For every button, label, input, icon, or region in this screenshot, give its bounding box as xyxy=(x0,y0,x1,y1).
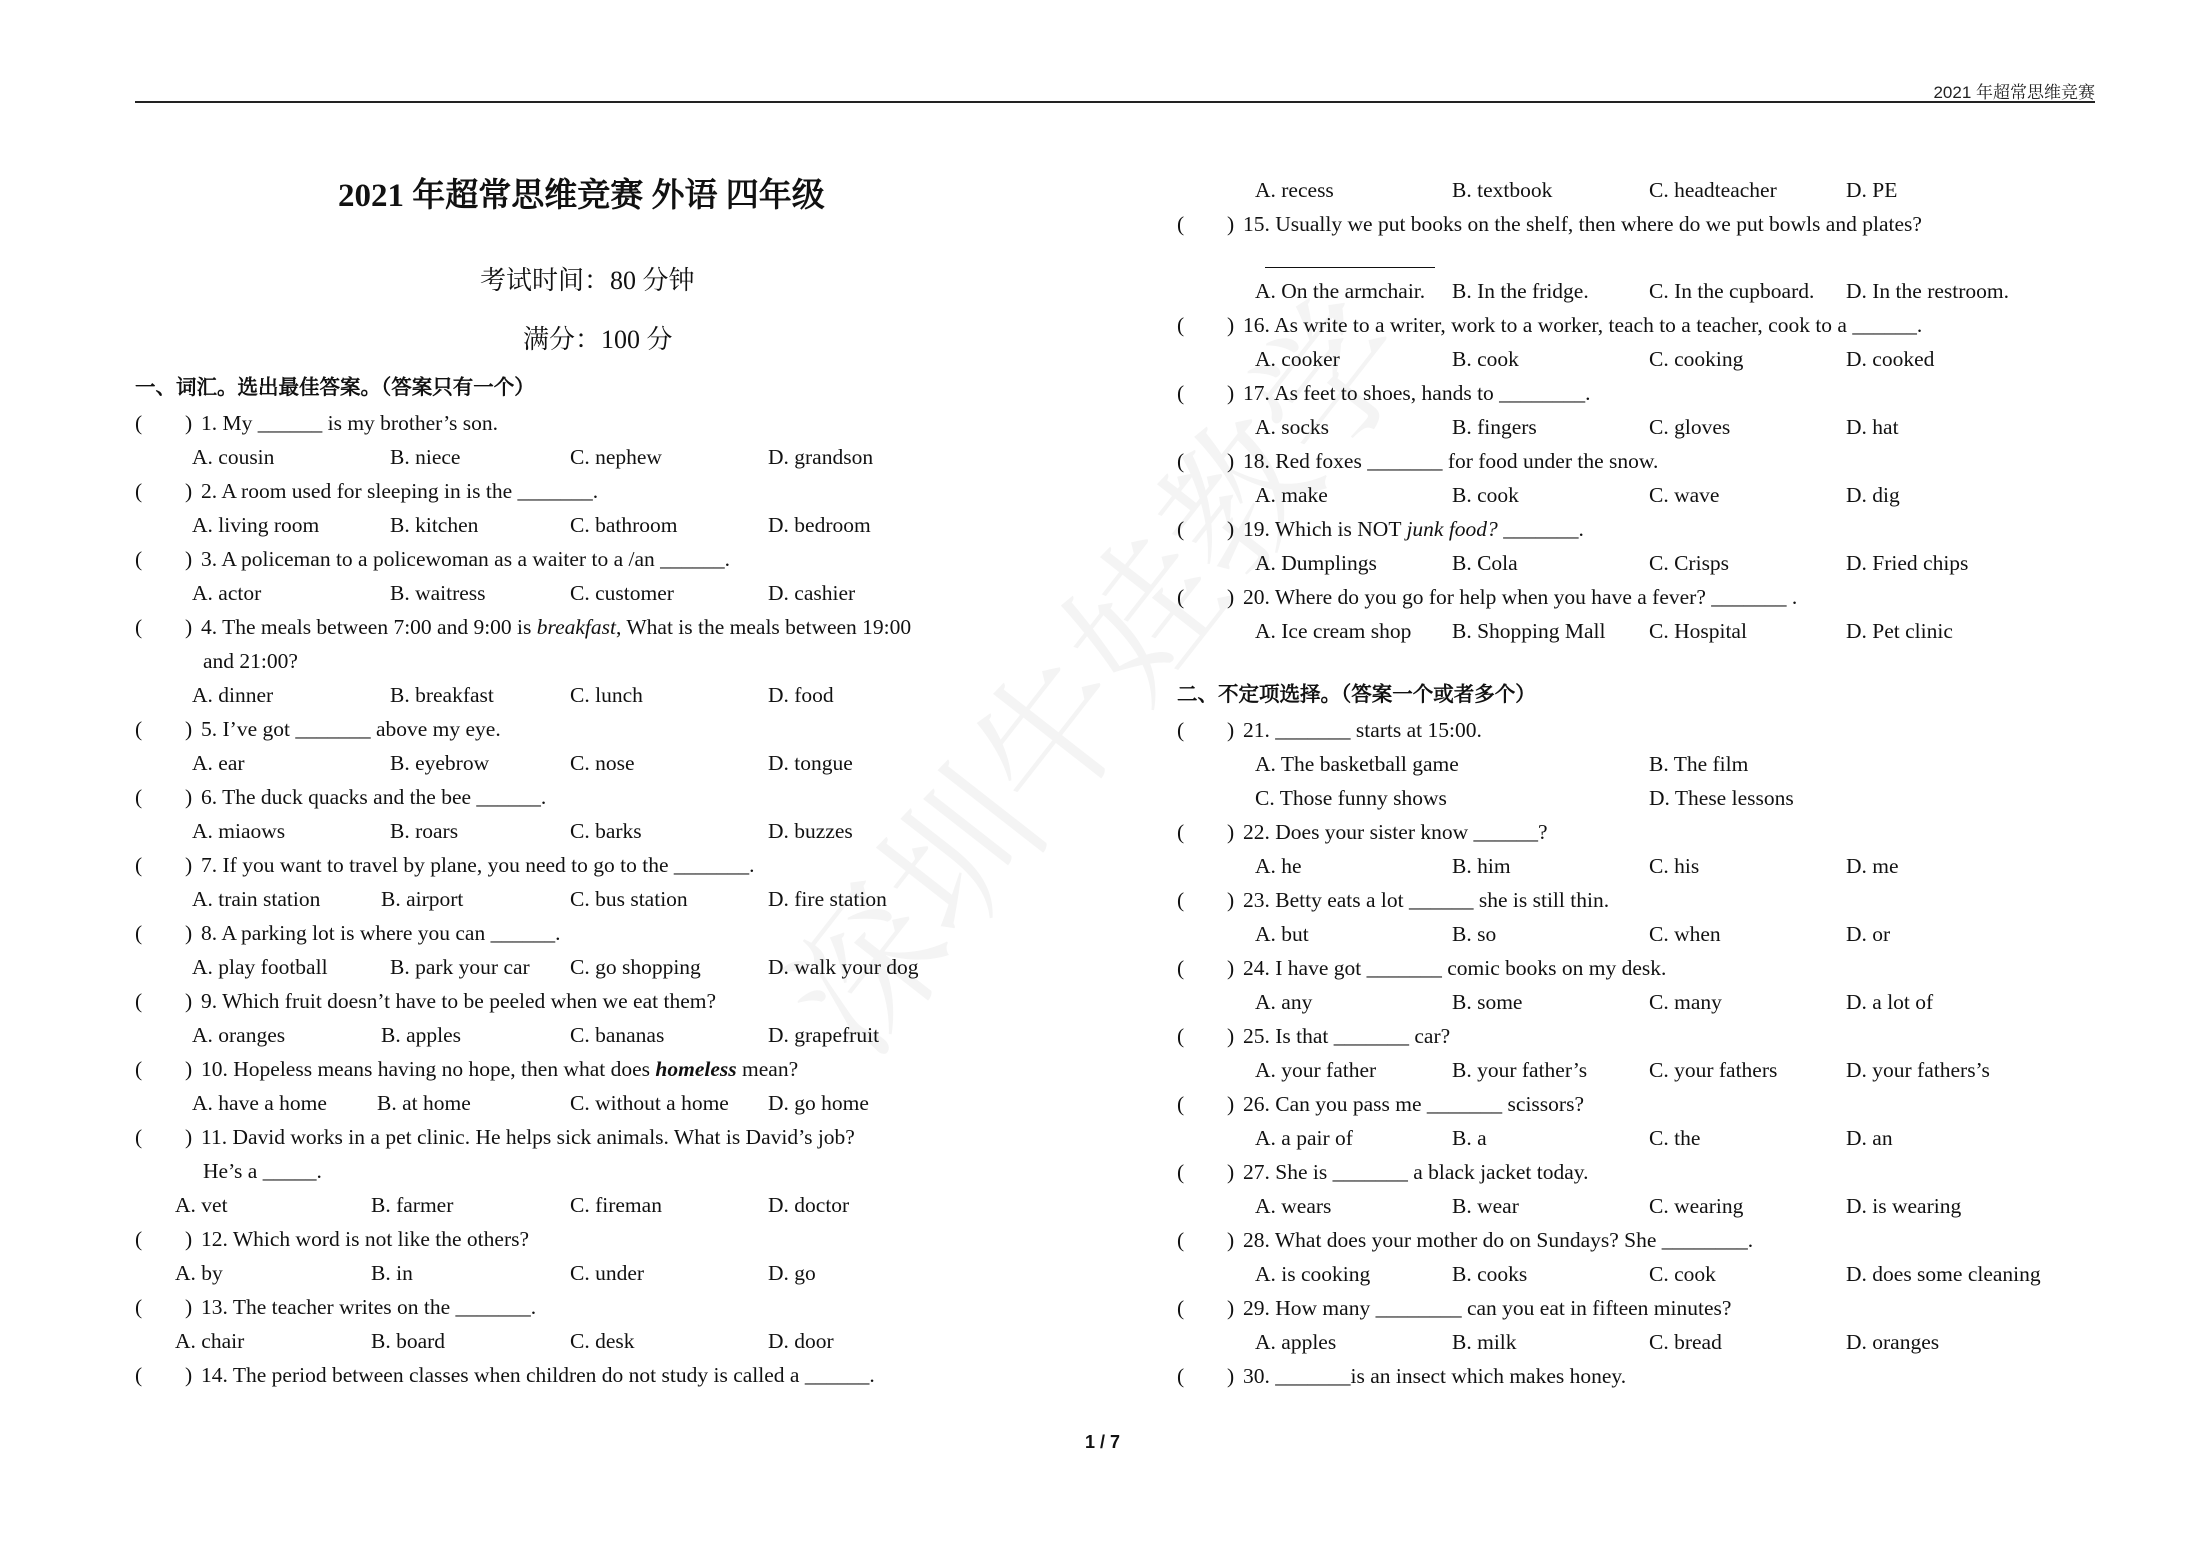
question-text: 13. The teacher writes on the _______. xyxy=(201,1295,537,1319)
option-d: D. oranges xyxy=(1846,1330,1940,1354)
option-c: C. gloves xyxy=(1649,415,1731,439)
option-a: A. On the armchair. xyxy=(1255,279,1426,303)
option-b: B. cook xyxy=(1452,347,1519,371)
option-c: C. nose xyxy=(570,751,635,775)
option-c: C. wave xyxy=(1649,483,1720,507)
question-text: 24. I have got _______ comic books on my desk. xyxy=(1243,956,1667,980)
option-c: C. nephew xyxy=(570,445,662,469)
option-a: A. socks xyxy=(1255,415,1330,439)
option-a: A. dinner xyxy=(192,683,274,707)
answer-paren-close: ) xyxy=(185,785,193,809)
answer-paren-open[interactable]: ( xyxy=(135,1057,143,1081)
option-b: B. your father’s xyxy=(1452,1058,1588,1082)
option-b: B. milk xyxy=(1452,1330,1517,1354)
option-a: A. oranges xyxy=(192,1023,286,1047)
option-b: B. niece xyxy=(390,445,461,469)
option-c: C. desk xyxy=(570,1329,635,1353)
answer-paren-close: ) xyxy=(185,411,193,435)
answer-paren-close: ) xyxy=(1227,820,1235,844)
option-b: B. park your car xyxy=(390,955,530,979)
option-c: C. Crisps xyxy=(1649,551,1730,575)
option-a: A. by xyxy=(175,1261,223,1285)
option-a: A. miaows xyxy=(192,819,286,843)
answer-paren-open[interactable]: ( xyxy=(135,615,143,639)
option-a: A. actor xyxy=(192,581,262,605)
option-b: B. Cola xyxy=(1452,551,1518,575)
section-2-title: 二、不定项选择。（答案一个或者多个） xyxy=(1177,682,1536,706)
answer-paren-open[interactable]: ( xyxy=(135,989,143,1013)
option-c: C. when xyxy=(1649,922,1721,946)
option-d: D. an xyxy=(1846,1126,1893,1150)
option-a: A. Ice cream shop xyxy=(1255,619,1412,643)
answer-paren-close: ) xyxy=(1227,212,1235,236)
question-text: 30. _______is an insect which makes honey. xyxy=(1243,1364,1627,1388)
answer-paren-close: ) xyxy=(1227,313,1235,337)
answer-paren-close: ) xyxy=(1227,381,1235,405)
question-text: 25. Is that _______ car? xyxy=(1243,1024,1451,1048)
option-b: B. kitchen xyxy=(390,513,479,537)
answer-paren-open[interactable]: ( xyxy=(1177,1160,1185,1184)
answer-paren-close: ) xyxy=(1227,1160,1235,1184)
option-b: B. roars xyxy=(390,819,459,843)
answer-paren-close: ) xyxy=(1227,956,1235,980)
question-text xyxy=(1243,519,1584,541)
option-c: C. fireman xyxy=(570,1193,662,1217)
answer-paren-open[interactable]: ( xyxy=(1177,820,1185,844)
answer-paren-close: ) xyxy=(185,853,193,877)
question-text: 1. My ______ is my brother’s son. xyxy=(201,411,499,435)
answer-paren-open[interactable]: ( xyxy=(135,1227,143,1251)
answer-paren-close: ) xyxy=(185,921,193,945)
option-d: D. doctor xyxy=(768,1193,850,1217)
option-c: C. bathroom xyxy=(570,513,678,537)
option-d: D. Fried chips xyxy=(1846,551,1969,575)
answer-paren-open[interactable]: ( xyxy=(1177,956,1185,980)
option-a: A. recess xyxy=(1255,178,1334,202)
answer-paren-close: ) xyxy=(185,1057,193,1081)
option-c: C. under xyxy=(570,1261,645,1285)
option-a: A. have a home xyxy=(192,1091,327,1115)
question-text-emphasis: homeless xyxy=(655,1057,737,1081)
option-d: D. or xyxy=(1846,922,1891,946)
answer-paren-open[interactable]: ( xyxy=(1177,313,1185,337)
option-d: D. In the restroom. xyxy=(1846,279,2010,303)
option-d: D. bedroom xyxy=(768,513,871,537)
question-text-pre: 19. Which is NOT xyxy=(1243,517,1407,541)
question-text: 14. The period between classes when children do not study is called a ______. xyxy=(201,1363,875,1387)
answer-paren-open[interactable]: ( xyxy=(135,785,143,809)
question-text: 23. Betty eats a lot ______ she is still thin. xyxy=(1243,888,1610,912)
option-b: B. eyebrow xyxy=(390,751,490,775)
option-d: D. does some cleaning xyxy=(1846,1262,2041,1286)
option-c: C. go shopping xyxy=(570,955,701,979)
option-d: D. dig xyxy=(1846,483,1900,507)
option-b: B. in xyxy=(371,1261,413,1285)
option-a: A. play football xyxy=(192,955,328,979)
question-text: 27. She is _______ a black jacket today. xyxy=(1243,1160,1589,1184)
question-text xyxy=(201,1059,798,1081)
question-text-emphasis: junk food? xyxy=(1406,517,1498,541)
option-b: B. fingers xyxy=(1452,415,1537,439)
page-number: 1 / 7 xyxy=(1084,1432,1121,1452)
answer-paren-open[interactable]: ( xyxy=(1177,585,1185,609)
question-text: 12. Which word is not like the others? xyxy=(201,1227,530,1251)
answer-paren-open[interactable]: ( xyxy=(1177,449,1185,473)
option-d: D. door xyxy=(768,1329,834,1353)
option-c: C. wearing xyxy=(1649,1194,1744,1218)
option-d: D. These lessons xyxy=(1649,786,1794,810)
question-text: 3. A policeman to a policewoman as a waiter to a /an ______. xyxy=(201,547,730,571)
question-text-emphasis: breakfast xyxy=(536,615,616,639)
option-a: A. apples xyxy=(1255,1330,1337,1354)
option-d: D. food xyxy=(768,683,834,707)
question-text xyxy=(201,617,911,639)
option-d: D. is wearing xyxy=(1846,1194,1962,1218)
option-a: A. he xyxy=(1255,854,1302,878)
question-text: 2. A room used for sleeping in is the _______. xyxy=(201,479,599,503)
question-text: 8. A parking lot is where you can ______. xyxy=(201,921,561,945)
option-d: D. walk your dog xyxy=(768,955,919,979)
running-header: 2021 年超常思维竞赛 xyxy=(1933,83,2095,102)
option-c: C. Those funny shows xyxy=(1255,786,1447,810)
option-a: A. any xyxy=(1255,990,1313,1014)
question-text-post: _______. xyxy=(1497,517,1584,541)
option-a: A. your father xyxy=(1255,1058,1377,1082)
answer-paren-open[interactable]: ( xyxy=(135,411,143,435)
answer-paren-open[interactable]: ( xyxy=(135,479,143,503)
question-text: 16. As write to a writer, work to a worker, teach to a teacher, cook to a ______. xyxy=(1243,313,1923,337)
option-d: D. Pet clinic xyxy=(1846,619,1953,643)
option-b: B. textbook xyxy=(1452,178,1553,202)
question-text-post: mean? xyxy=(736,1057,799,1081)
question-text: 22. Does your sister know ______? xyxy=(1243,820,1548,844)
option-a: A. living room xyxy=(192,513,320,537)
option-a: A. vet xyxy=(175,1193,228,1217)
exam-time: 考试时间：80 分钟 xyxy=(480,266,695,295)
option-d: D. cashier xyxy=(768,581,856,605)
question-text: 11. David works in a pet clinic. He helps sick animals. What is David’s job? xyxy=(201,1125,855,1149)
option-b: B. some xyxy=(1452,990,1523,1014)
option-b: B. at home xyxy=(377,1091,471,1115)
option-a: A. a pair of xyxy=(1255,1126,1353,1150)
answer-paren-close: ) xyxy=(1227,1092,1235,1116)
option-d: D. grapefruit xyxy=(768,1023,880,1047)
option-a: A. ear xyxy=(192,751,245,775)
option-d: D. buzzes xyxy=(768,819,853,843)
answer-paren-close: ) xyxy=(185,479,193,503)
exam-title: 2021 年超常思维竞赛 外语 四年级 xyxy=(338,178,825,214)
answer-paren-close: ) xyxy=(185,989,193,1013)
answer-paren-open[interactable]: ( xyxy=(135,717,143,741)
option-a: A. make xyxy=(1255,483,1328,507)
option-c: C. bus station xyxy=(570,887,688,911)
option-d: D. hat xyxy=(1846,415,1899,439)
option-a: A. The basketball game xyxy=(1255,752,1459,776)
answer-paren-close: ) xyxy=(1227,517,1235,541)
option-c: C. the xyxy=(1649,1126,1701,1150)
answer-paren-close: ) xyxy=(185,615,193,639)
question-text: 6. The duck quacks and the bee ______. xyxy=(201,785,547,809)
answer-paren-close: ) xyxy=(1227,1228,1235,1252)
answer-paren-open[interactable]: ( xyxy=(135,1125,143,1149)
answer-paren-close: ) xyxy=(1227,449,1235,473)
option-b: B. a xyxy=(1452,1126,1487,1150)
option-d: D. go xyxy=(768,1261,816,1285)
option-d: D. your fathers’s xyxy=(1846,1058,1990,1082)
option-d: D. me xyxy=(1846,854,1899,878)
answer-paren-open[interactable]: ( xyxy=(1177,381,1185,405)
option-b: B. him xyxy=(1452,854,1511,878)
option-c: C. cook xyxy=(1649,1262,1716,1286)
question-text: 21. _______ starts at 15:00. xyxy=(1243,718,1482,742)
question-text-pre: 10. Hopeless means having no hope, then what does xyxy=(201,1057,656,1081)
question-text: 5. I’ve got _______ above my eye. xyxy=(201,717,501,741)
answer-paren-close: ) xyxy=(1227,1024,1235,1048)
answer-paren-close: ) xyxy=(1227,1296,1235,1320)
option-a: A. Dumplings xyxy=(1255,551,1377,575)
option-d: D. grandson xyxy=(768,445,874,469)
question-text: 9. Which fruit doesn’t have to be peeled when we eat them? xyxy=(201,989,717,1013)
option-b: B. apples xyxy=(381,1023,462,1047)
question-text-line-2: He’s a _____. xyxy=(203,1159,322,1183)
answer-paren-open[interactable]: ( xyxy=(135,1295,143,1319)
answer-paren-open[interactable]: ( xyxy=(1177,1092,1185,1116)
option-b: B. so xyxy=(1452,922,1497,946)
option-a: A. wears xyxy=(1255,1194,1332,1218)
question-text: 20. Where do you go for help when you have a fever? _______ . xyxy=(1243,585,1798,609)
option-b: B. In the fridge. xyxy=(1452,279,1589,303)
answer-paren-close: ) xyxy=(185,717,193,741)
option-d: D. cooked xyxy=(1846,347,1935,371)
option-d: D. go home xyxy=(768,1091,869,1115)
answer-paren-close: ) xyxy=(185,1227,193,1251)
answer-paren-open[interactable]: ( xyxy=(1177,517,1185,541)
option-a: A. but xyxy=(1255,922,1309,946)
header-rule xyxy=(135,101,2095,103)
answer-paren-close: ) xyxy=(185,547,193,571)
option-c: C. your fathers xyxy=(1649,1058,1778,1082)
option-d: D. a lot of xyxy=(1846,990,1934,1014)
option-b: B. Shopping Mall xyxy=(1452,619,1606,643)
answer-paren-open[interactable]: ( xyxy=(135,921,143,945)
question-text: 17. As feet to shoes, hands to ________. xyxy=(1243,381,1591,405)
answer-paren-open[interactable]: ( xyxy=(1177,1024,1185,1048)
option-b: B. The film xyxy=(1649,752,1749,776)
answer-paren-open[interactable]: ( xyxy=(1177,212,1185,236)
option-c: C. headteacher xyxy=(1649,178,1777,202)
option-b: B. airport xyxy=(381,887,464,911)
option-d: D. tongue xyxy=(768,751,853,775)
question-text-post: , What is the meals between 19:00 xyxy=(616,615,912,639)
option-b: B. cooks xyxy=(1452,1262,1528,1286)
option-b: B. wear xyxy=(1452,1194,1519,1218)
option-c: C. cooking xyxy=(1649,347,1744,371)
answer-blank-line[interactable] xyxy=(1265,267,1435,268)
option-a: A. chair xyxy=(175,1329,245,1353)
question-text: 28. What does your mother do on Sundays? She ________. xyxy=(1243,1228,1754,1252)
answer-paren-open[interactable]: ( xyxy=(135,547,143,571)
question-text: 29. How many ________ can you eat in fifteen minutes? xyxy=(1243,1296,1732,1320)
option-c: C. his xyxy=(1649,854,1700,878)
option-b: B. waitress xyxy=(390,581,486,605)
option-d: D. fire station xyxy=(768,887,887,911)
option-c: C. Hospital xyxy=(1649,619,1747,643)
option-b: B. breakfast xyxy=(390,683,494,707)
option-b: B. farmer xyxy=(371,1193,454,1217)
answer-paren-close: ) xyxy=(1227,1364,1235,1388)
exam-score: 满分：100 分 xyxy=(523,325,673,354)
option-c: C. many xyxy=(1649,990,1722,1014)
option-c: C. lunch xyxy=(570,683,643,707)
option-a: A. is cooking xyxy=(1255,1262,1371,1286)
question-text: 26. Can you pass me _______ scissors? xyxy=(1243,1092,1584,1116)
question-text: 18. Red foxes _______ for food under the snow. xyxy=(1243,449,1659,473)
question-text-pre: 4. The meals between 7:00 and 9:00 is xyxy=(201,615,537,639)
option-c: C. barks xyxy=(570,819,642,843)
answer-paren-close: ) xyxy=(1227,888,1235,912)
option-c: C. bread xyxy=(1649,1330,1722,1354)
answer-paren-close: ) xyxy=(185,1125,193,1149)
option-c: C. customer xyxy=(570,581,674,605)
answer-paren-close: ) xyxy=(1227,718,1235,742)
option-a: A. train station xyxy=(192,887,321,911)
answer-paren-open[interactable]: ( xyxy=(135,1363,143,1387)
question-text: 7. If you want to travel by plane, you need to go to the _______. xyxy=(201,853,755,877)
question-text-line-2: and 21:00? xyxy=(203,649,298,673)
option-a: A. cooker xyxy=(1255,347,1340,371)
option-b: B. board xyxy=(371,1329,446,1353)
answer-paren-open[interactable]: ( xyxy=(1177,1364,1185,1388)
option-d: D. PE xyxy=(1846,178,1898,202)
section-1-title: 一、词汇。选出最佳答案。（答案只有一个） xyxy=(135,375,535,399)
answer-paren-open[interactable]: ( xyxy=(1177,1296,1185,1320)
option-c: C. without a home xyxy=(570,1091,729,1115)
answer-paren-close: ) xyxy=(185,1363,193,1387)
answer-paren-close: ) xyxy=(185,1295,193,1319)
option-b: B. cook xyxy=(1452,483,1519,507)
answer-paren-open[interactable]: ( xyxy=(135,853,143,877)
answer-paren-open[interactable]: ( xyxy=(1177,718,1185,742)
answer-paren-open[interactable]: ( xyxy=(1177,1228,1185,1252)
option-a: A. cousin xyxy=(192,445,275,469)
question-text: 15. Usually we put books on the shelf, then where do we put bowls and plates? xyxy=(1243,212,1922,236)
option-c: C. bananas xyxy=(570,1023,665,1047)
answer-paren-open[interactable]: ( xyxy=(1177,888,1185,912)
answer-paren-close: ) xyxy=(1227,585,1235,609)
option-c: C. In the cupboard. xyxy=(1649,279,1815,303)
